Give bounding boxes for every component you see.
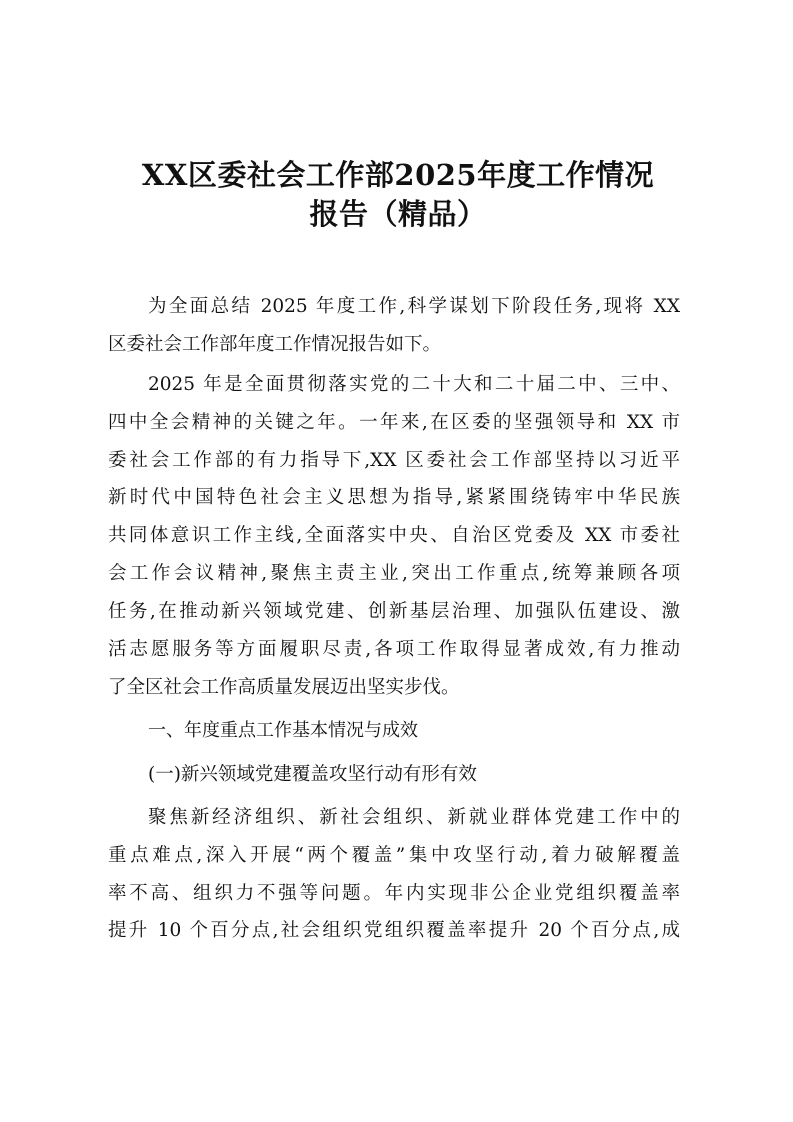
paragraph-overview-end: [108, 669, 680, 707]
paragraph-line: 共同体意识工作主线,全面落实中央、自治区党委及 XX 市委社: [108, 525, 680, 547]
paragraph-line: 会工作会议精神,聚焦主责主业,突出工作重点,统筹兼顾各项: [108, 562, 680, 584]
paragraph-line: 重点难点,深入开展“两个覆盖”集中攻坚行动,着力破解覆盖: [108, 844, 680, 866]
paragraph-line: 任务,在推动新兴领域党建、创新基层治理、加强队伍建设、激: [108, 600, 680, 622]
subsection-heading-text: (一)新兴领域党建覆盖攻坚行动有形有效: [148, 764, 477, 785]
section-heading: [108, 712, 680, 750]
paragraph-line: 了全区社会工作高质量发展迈出坚实步伐。: [108, 677, 460, 698]
subsection-heading: [108, 756, 680, 794]
document-title-line-1: XX区委社会工作部2025年度工作情况: [141, 158, 655, 192]
paragraph-line: 委社会工作部的有力指导下,XX 区委社会工作部坚持以习近平: [108, 449, 680, 471]
paragraph-line: 四中全会精神的关键之年。一年来,在区委的坚强领导和 XX 市: [108, 411, 680, 433]
paragraph-overview: [108, 366, 680, 668]
paragraph-line: 活志愿服务等方面履职尽责,各项工作取得显著成效,有力推动: [108, 638, 680, 660]
paragraph-line: 新时代中国特色社会主义思想为指导,紧紧围绕铸牢中华民族: [108, 487, 680, 509]
paragraph-party-building: [108, 799, 680, 950]
paragraph-line: 聚焦新经济组织、新社会组织、新就业群体党建工作中的: [148, 807, 680, 828]
document-title-line-2: 报告（精品）: [309, 197, 487, 231]
paragraph-line: 2025 年是全面贯彻落实党的二十大和二十届二中、三中、: [148, 374, 680, 395]
paragraph-line: 提升 10 个百分点,社会组织党组织覆盖率提升 20 个百分点,成: [108, 920, 680, 942]
paragraph-line: 率不高、组织力不强等问题。年内实现非公企业党组织覆盖率: [108, 882, 680, 904]
paragraph-intro-end: [108, 326, 680, 364]
section-heading-text: 一、年度重点工作基本情况与成效: [148, 720, 418, 741]
paragraph-line: 为全面总结 2025 年度工作,科学谋划下阶段任务,现将 XX: [148, 296, 680, 317]
paragraph-line: 区委社会工作部年度工作情况报告如下。: [108, 334, 442, 355]
paragraph-intro: [108, 288, 680, 326]
